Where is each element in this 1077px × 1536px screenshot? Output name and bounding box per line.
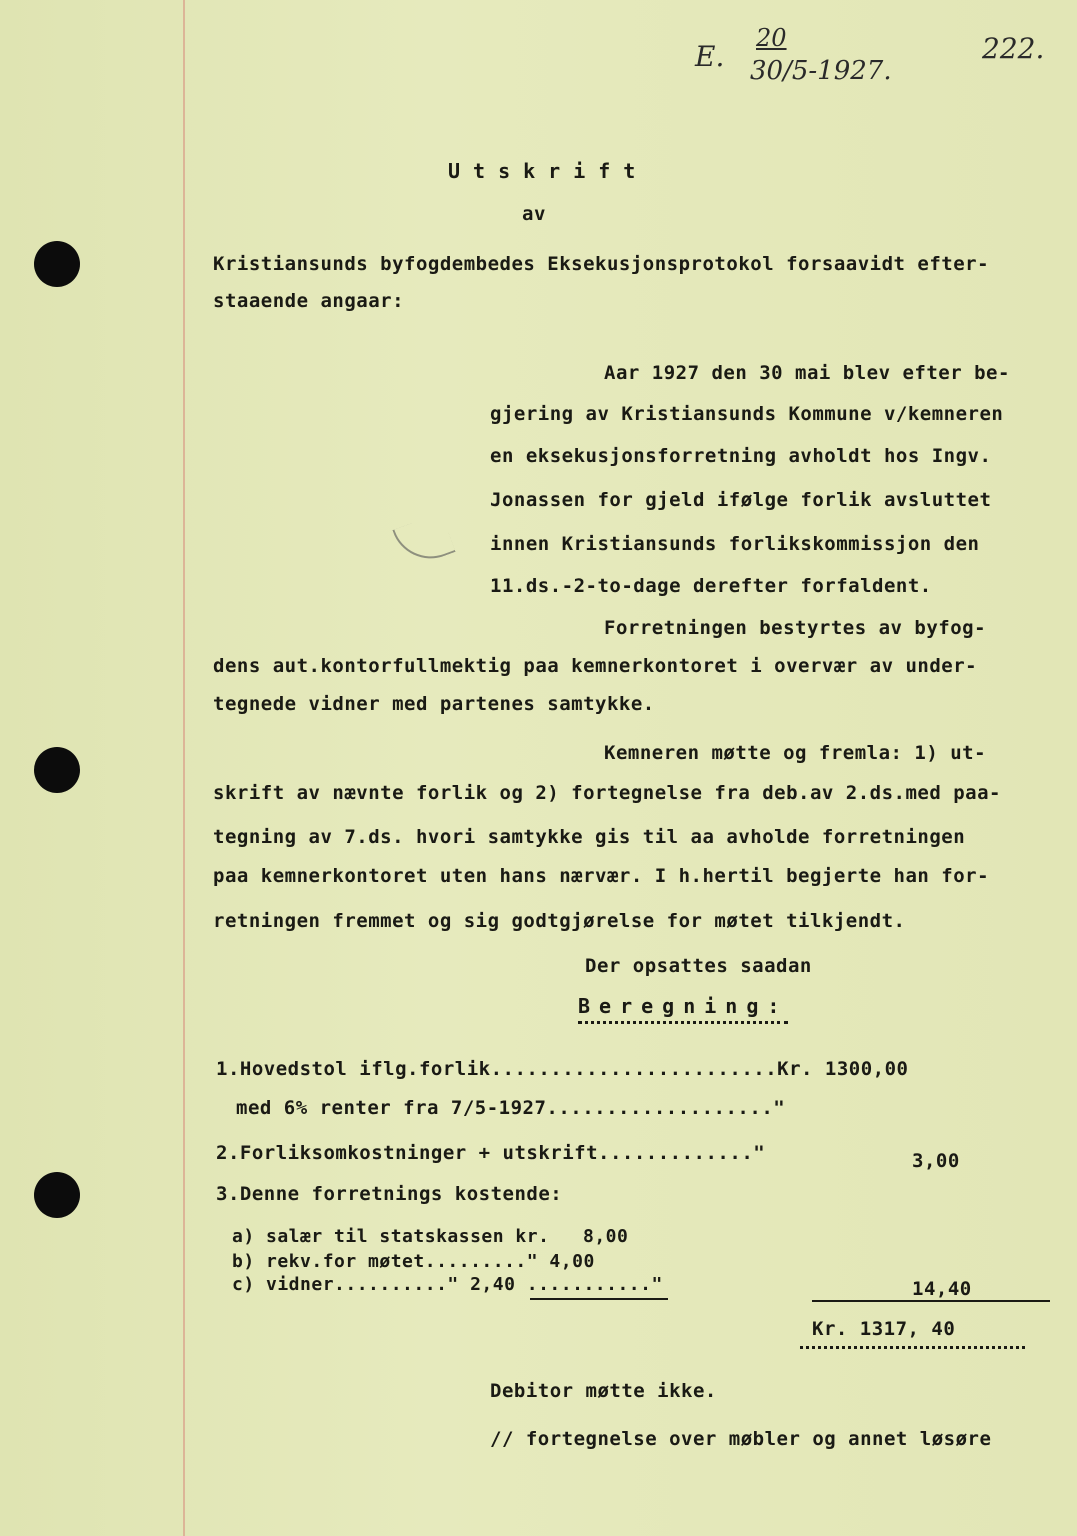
punch-hole xyxy=(34,241,80,287)
paragraph-line: Jonassen for gjeld ifølge forlik avsluttet xyxy=(490,489,992,511)
paragraph-line: tegnede vidner med partenes samtykke. xyxy=(213,693,655,715)
total: Kr. 1317, 40 xyxy=(812,1318,956,1340)
paragraph-line: Kemneren møtte og fremla: 1) ut- xyxy=(604,742,987,764)
punch-hole xyxy=(34,1172,80,1218)
subtotal: 14,40 xyxy=(912,1278,972,1300)
paragraph-line: skrift av nævnte forlik og 2) fortegnelse fra deb.av 2.ds.med paa- xyxy=(213,782,1001,804)
paragraph-line: dens aut.kontorfullmektig paa kemnerkontoret i overvær av under- xyxy=(213,655,978,677)
calculation-line: 2.Forliksomkostninger + utskrift............." xyxy=(216,1142,766,1164)
calculation-line: 1.Hovedstol iflg.forlik........................Kr. 1300,00 xyxy=(216,1058,909,1080)
total-underline xyxy=(800,1346,1025,1349)
calculation-amount: 3,00 xyxy=(912,1150,960,1172)
heading-av: av xyxy=(522,203,546,225)
paragraph-line: 11.ds.-2-to-dage derefter forfaldent. xyxy=(490,575,932,597)
punch-hole xyxy=(34,747,80,793)
fee-line: c) vidner.........." 2,40 ..........." xyxy=(232,1274,663,1295)
page-number: 222. xyxy=(982,32,1045,65)
calculation-line: med 6% renter fra 7/5-1927..................." xyxy=(236,1097,786,1119)
reference-mark: E. xyxy=(695,40,725,73)
fee-amount: 8,00 xyxy=(583,1226,629,1247)
document-title: Utskrift xyxy=(448,159,649,183)
paragraph-line: tegning av 7.ds. hvori samtykke gis til aa avholde forretningen xyxy=(213,826,966,848)
paragraph-line: retningen fremmet og sig godtgjørelse for møtet tilkjendt. xyxy=(213,910,906,932)
paragraph-line: en eksekusjonsforretning avholdt hos Ingv. xyxy=(490,445,992,467)
fee-line: a) salær til statskassen kr. xyxy=(232,1226,550,1247)
paragraph-line: paa kemnerkontoret uten hans nærvær. I h.hertil begjerte han for- xyxy=(213,865,990,887)
intro-line: staaende angaar: xyxy=(213,290,405,312)
paragraph-line: Aar 1927 den 30 mai blev efter be- xyxy=(604,362,1010,384)
margin-rule xyxy=(183,0,185,1536)
reference-number: 20 xyxy=(756,24,787,52)
closing-line: Debitor møtte ikke. xyxy=(490,1380,717,1402)
paragraph-line: innen Kristiansunds forlikskommissjon den xyxy=(490,533,980,555)
closing-line: // fortegnelse over møbler og annet løsøre xyxy=(490,1428,992,1450)
reference-date: 30/5-1927. xyxy=(750,56,892,86)
calculation-line: 3.Denne forretnings kostende: xyxy=(216,1183,563,1205)
underline xyxy=(812,1300,1050,1302)
intro-line: Kristiansunds byfogdembedes Eksekusjonsprotokol forsaavidt efter- xyxy=(213,253,990,275)
pencil-mark xyxy=(392,512,455,569)
calculation-heading: Beregning: xyxy=(578,995,788,1024)
paragraph-line: Forretningen bestyrtes av byfog- xyxy=(604,617,987,639)
underline xyxy=(530,1298,668,1300)
paragraph-line: gjering av Kristiansunds Kommune v/kemneren xyxy=(490,403,1004,425)
fee-line: b) rekv.for møtet........." 4,00 xyxy=(232,1251,595,1272)
paragraph-line: Der opsattes saadan xyxy=(585,955,812,977)
